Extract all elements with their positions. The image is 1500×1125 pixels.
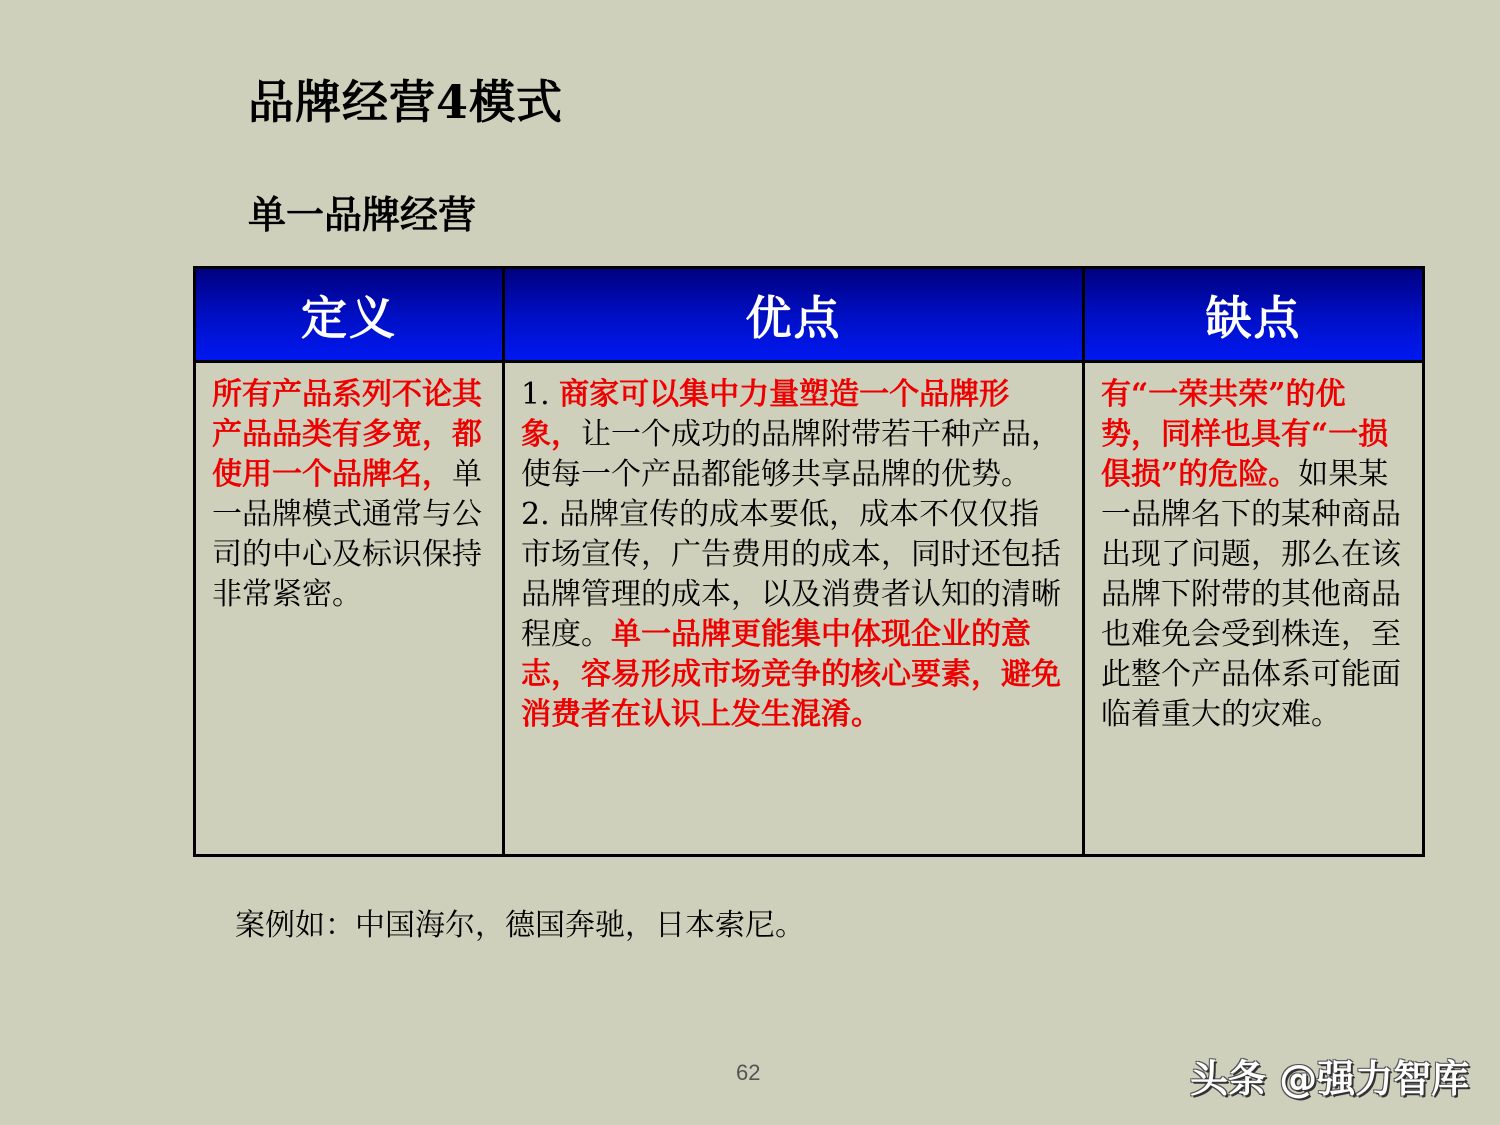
examples-text: 案例如：中国海尔，德国奔驰，日本索尼。 (235, 908, 805, 943)
advantage-2-text: 2. 品牌宣传的成本要低，成本不仅仅指市场宣传，广告费用的成本，同时还包括品牌管理的成本，以及消费者认知的清晰程度。 (521, 497, 1061, 652)
disadvantage-text: 如果某一品牌名下的某种商品出现了问题，那么在该品牌下附带的其他商品也难免会受到株连，至此整个产品体系可能面临着重大的灾难。 (1101, 457, 1401, 732)
brand-mode-table (193, 266, 1425, 857)
header-disadvantages: 缺点 (1082, 269, 1422, 363)
header-advantages: 优点 (502, 269, 1082, 363)
slide-subtitle: 单一品牌经营 (248, 192, 477, 237)
watermark: 头条 @强力智库 (1190, 1057, 1470, 1101)
definition-text: 单一品牌模式通常与公司的中心及标识保持非常紧密。 (212, 457, 482, 612)
cell-definition (196, 363, 502, 854)
slide-title: 品牌经营4模式 (248, 75, 564, 129)
header-definition: 定义 (196, 269, 502, 363)
advantage-1-emphasis: 商家可以集中力量塑造一个品牌形象， (521, 377, 1010, 452)
cell-disadvantages (1082, 363, 1422, 854)
advantage-1-text: 让一个成功的品牌附带若干种产品，使每一个产品都能够共享品牌的优势。 (521, 417, 1061, 492)
advantage-2-emphasis: 单一品牌更能集中体现企业的意志，容易形成市场竞争的核心要素，避免消费者在认识上发生混淆。 (521, 617, 1061, 732)
definition-emphasis: 所有产品系列不论其产品品类有多宽，都使用一个品牌名， (212, 377, 482, 492)
page-number: 62 (736, 1060, 761, 1085)
cell-advantages (502, 363, 1082, 854)
advantage-1-number: 1. (521, 377, 560, 412)
disadvantage-emphasis: 有“一荣共荣”的优势，同样也具有“一损俱损”的危险。 (1101, 377, 1389, 492)
